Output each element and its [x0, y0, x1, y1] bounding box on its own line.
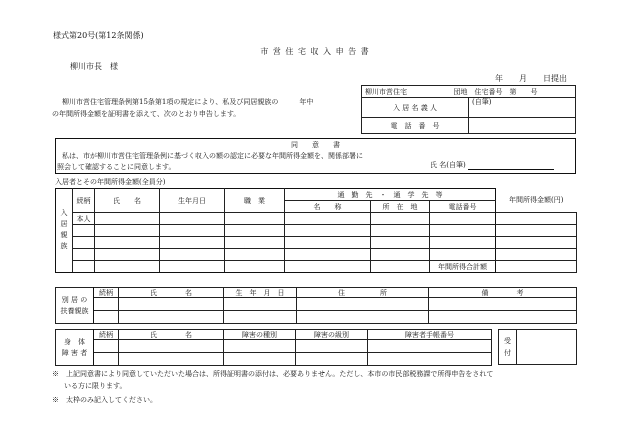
- cell[interactable]: [371, 213, 430, 225]
- cell[interactable]: [296, 353, 368, 366]
- col-workplace: 通 勤 先 ・ 通 学 先 等: [285, 189, 496, 201]
- table-row: [56, 340, 492, 353]
- cell[interactable]: [297, 298, 429, 311]
- cell[interactable]: [95, 261, 160, 273]
- col-income: 年間所得金額(円): [496, 189, 577, 213]
- table-row: [56, 298, 577, 311]
- cell[interactable]: [297, 311, 429, 324]
- consent-title: 同 意 書: [291, 141, 340, 149]
- cell[interactable]: [371, 261, 430, 273]
- table-row: [56, 353, 492, 366]
- cell[interactable]: [429, 311, 577, 324]
- dep-col-name: 氏 名: [119, 288, 224, 298]
- dis-col-name: 氏 名: [119, 330, 224, 340]
- cell[interactable]: [224, 311, 297, 324]
- cell[interactable]: [225, 249, 285, 261]
- dis-col-relation: 続柄: [94, 330, 119, 340]
- cell[interactable]: [73, 237, 95, 249]
- dis-col-type: 障害の種別: [224, 330, 296, 340]
- table-row: [56, 225, 577, 237]
- tenant-field[interactable]: [469, 98, 576, 118]
- cell[interactable]: [496, 225, 577, 237]
- col-phone: 電話番号: [430, 201, 496, 213]
- consent-line-2: 照会して確認することに同意します。: [57, 163, 176, 171]
- cell[interactable]: [119, 353, 224, 366]
- phone-field[interactable]: [469, 118, 576, 134]
- cell[interactable]: [371, 225, 430, 237]
- cell[interactable]: [94, 311, 119, 324]
- cell[interactable]: [160, 249, 225, 261]
- cell[interactable]: [224, 298, 297, 311]
- cell[interactable]: [95, 225, 160, 237]
- intro-line-2: の年間所得金額を証明書を添えて、次のとおり申告します。: [52, 110, 241, 118]
- cell[interactable]: [119, 311, 224, 324]
- signature-note: (自筆): [472, 98, 492, 106]
- cell[interactable]: [496, 237, 577, 249]
- residents-side-label: 入居親族: [56, 189, 73, 273]
- first-row-relation: 本人: [73, 213, 95, 225]
- cell[interactable]: [430, 225, 496, 237]
- cell[interactable]: [225, 261, 285, 273]
- cell[interactable]: [285, 237, 371, 249]
- table-row: [56, 213, 577, 225]
- note-2: ※ 太枠のみ記入してください。: [52, 396, 157, 404]
- cell[interactable]: [225, 213, 285, 225]
- submission-date: 年 月 日提出: [495, 74, 567, 83]
- cell[interactable]: [73, 249, 95, 261]
- residents-caption: 入居者とその年間所得金額(全員分): [55, 178, 166, 186]
- cell[interactable]: [224, 353, 296, 366]
- cell[interactable]: [225, 225, 285, 237]
- col-company: 名 称: [285, 201, 371, 213]
- dis-col-grade: 障害の級別: [296, 330, 368, 340]
- cell[interactable]: [371, 237, 430, 249]
- col-occupation: 職 業: [225, 189, 285, 213]
- table-row: [56, 249, 577, 261]
- applicant-box: [361, 85, 576, 134]
- cell[interactable]: [94, 340, 119, 353]
- cell[interactable]: [430, 237, 496, 249]
- table-row: [56, 237, 577, 249]
- tenant-label: 入 居 名 義 人: [362, 98, 469, 118]
- cell[interactable]: [95, 237, 160, 249]
- cell[interactable]: [285, 249, 371, 261]
- consent-name-field[interactable]: [468, 160, 554, 170]
- total-label: 年間所得合計額: [430, 261, 496, 273]
- addressee: 柳川市長 様: [70, 62, 118, 71]
- page-title: 市 営 住 宅 収 入 申 告 書: [260, 47, 370, 56]
- col-birthdate: 生年月日: [160, 189, 225, 213]
- dis-col-handbook: 障害者手帳番号: [368, 330, 492, 340]
- consent-line-1: 私は、市が柳川市営住宅管理条例に基づく収入の額の認定に必要な年間所得金額を、関係部署に: [62, 152, 363, 160]
- disabled-side-label: 身 体 障 害 者: [56, 330, 94, 366]
- complex-label: 団地 住宅番号 第 号: [453, 87, 538, 96]
- consent-name-label: 氏 名(自筆): [430, 161, 466, 169]
- cell[interactable]: [371, 249, 430, 261]
- col-name: 氏 名: [95, 189, 160, 213]
- cell[interactable]: [368, 340, 492, 353]
- cell[interactable]: [95, 249, 160, 261]
- note-1-line-2: いる方に限ります。: [64, 382, 127, 390]
- cell[interactable]: [224, 340, 296, 353]
- cell[interactable]: [160, 237, 225, 249]
- disabled-table: [55, 329, 492, 366]
- housing-label: 柳川市営住宅: [365, 87, 407, 96]
- form-number: 様式第20号(第12条関係): [53, 31, 144, 40]
- cell[interactable]: [95, 213, 160, 225]
- cell[interactable]: [496, 249, 577, 261]
- cell[interactable]: [160, 225, 225, 237]
- residents-table: [55, 188, 577, 273]
- cell[interactable]: [119, 340, 224, 353]
- cell[interactable]: [296, 340, 368, 353]
- cell[interactable]: [496, 213, 577, 225]
- cell[interactable]: [285, 261, 371, 273]
- receipt-stamp-area[interactable]: [517, 330, 577, 365]
- dependents-table: [55, 287, 577, 324]
- col-relation: 続柄: [73, 189, 95, 213]
- intro-line-1: 柳川市営住宅管理条例第15条第1項の規定により、私及び同居親族の 年中: [62, 98, 314, 106]
- cell[interactable]: [119, 298, 224, 311]
- cell[interactable]: [73, 225, 95, 237]
- cell[interactable]: [73, 261, 95, 273]
- cell[interactable]: [94, 298, 119, 311]
- receipt-box: [498, 329, 577, 365]
- cell[interactable]: [429, 298, 577, 311]
- table-row: [56, 261, 577, 273]
- phone-label: 電 話 番 号: [362, 118, 469, 134]
- receipt-label: 受 付: [499, 330, 517, 365]
- consent-name: [430, 160, 554, 170]
- cell[interactable]: [285, 213, 371, 225]
- dep-col-relation: 続柄: [94, 288, 119, 298]
- dep-col-remarks: 備 考: [429, 288, 577, 298]
- cell[interactable]: [430, 249, 496, 261]
- cell[interactable]: [94, 353, 119, 366]
- total-field[interactable]: [496, 261, 577, 273]
- dep-col-birthdate: 生 年 月 日: [224, 288, 297, 298]
- cell[interactable]: [160, 261, 225, 273]
- cell[interactable]: [285, 225, 371, 237]
- note-1-line-1: ※ 上記同意書により同意していただいた場合は、所得証明書の添付は、必要ありません。ただし、本市の市民部税務課で所得申告をされて: [52, 370, 494, 378]
- col-location: 所 在 地: [371, 201, 430, 213]
- cell[interactable]: [430, 213, 496, 225]
- cell[interactable]: [368, 353, 492, 366]
- dependents-side-label: 別 居 の 扶養親族: [56, 288, 94, 324]
- cell[interactable]: [225, 237, 285, 249]
- cell[interactable]: [160, 213, 225, 225]
- table-row: [56, 311, 577, 324]
- dep-col-address: 住 所: [297, 288, 429, 298]
